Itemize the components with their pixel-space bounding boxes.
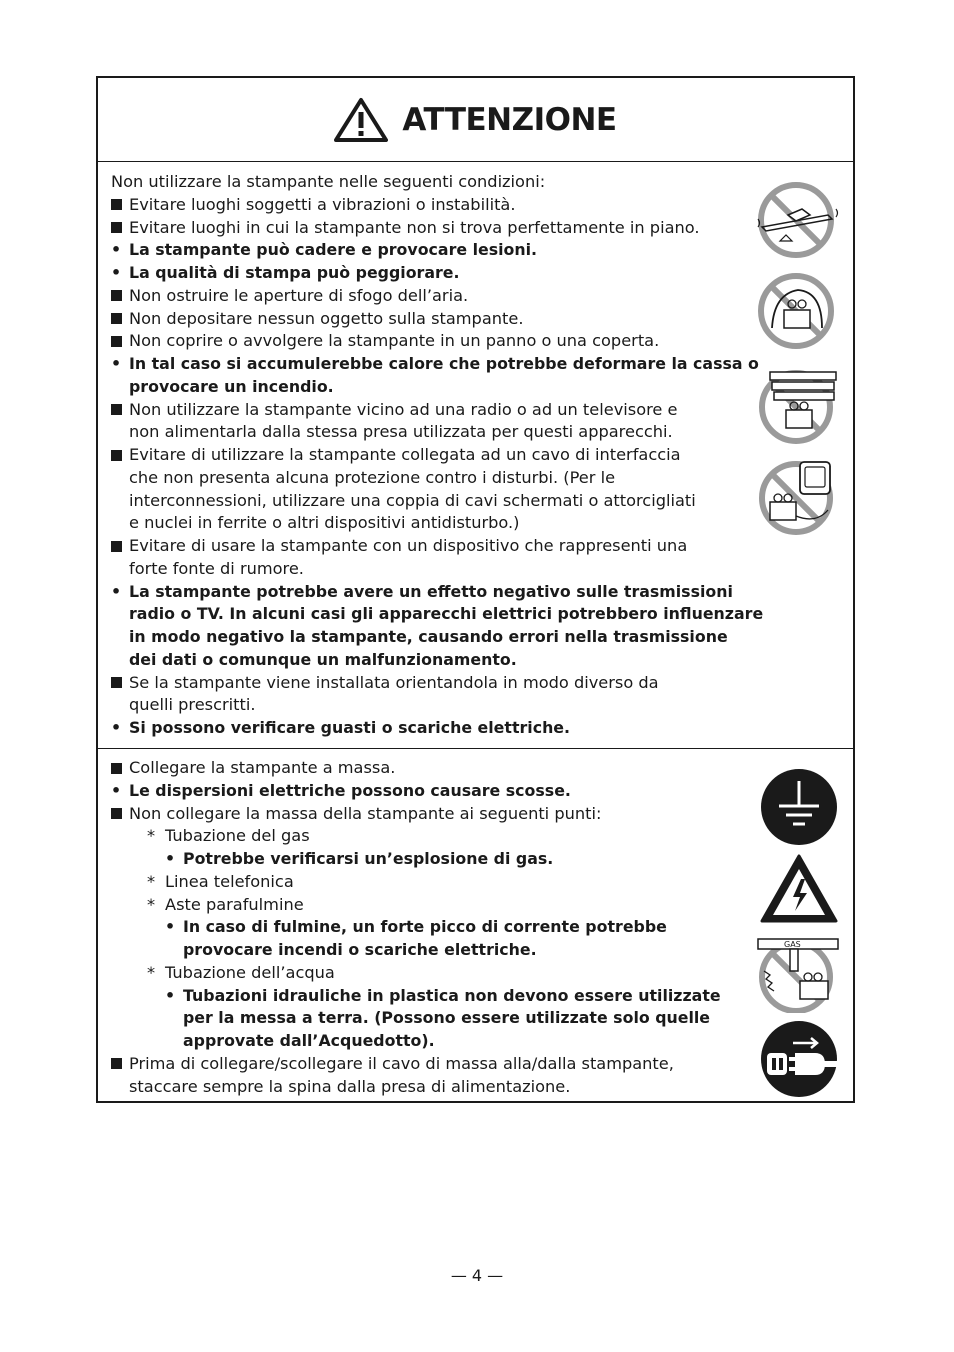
line-text: radio o TV. In alcuni casi gli apparecchi elettrici potrebbero influenzare <box>129 604 764 624</box>
line-text: Evitare di usare la stampante con un dispositivo che rappresenti una <box>129 536 688 555</box>
line-text: Aste parafulmine <box>165 894 304 914</box>
text-line <box>111 962 751 985</box>
text-line <box>111 399 751 422</box>
line-text: Non depositare nessun oggetto sulla stampante. <box>129 308 524 328</box>
line-text: Non utilizzare la stampante nelle seguenti condizioni: <box>111 172 546 191</box>
square-bullet-icon <box>111 399 129 422</box>
dot-bullet-icon: • <box>165 917 176 937</box>
text-line <box>111 1053 751 1076</box>
asterisk-bullet-icon: * <box>147 962 156 982</box>
line-text: non alimentarla dalla stessa presa utilizzata per questi apparecchi. <box>129 422 673 442</box>
text-line <box>111 825 751 848</box>
text-line <box>111 535 751 558</box>
text-line <box>111 308 751 331</box>
no-cover-icon <box>756 270 840 352</box>
line-text: In tal caso si accumulerebbe calore che potrebbe deformare la cassa o <box>129 354 759 373</box>
line-text: Tubazione del gas <box>165 826 310 846</box>
square-bullet-icon <box>111 330 129 353</box>
text-line <box>111 939 751 962</box>
no-objects-on-top-icon <box>756 362 840 444</box>
line-text: Non coprire o avvolgere la stampante in un panno o una coperta. <box>129 331 660 351</box>
text-line <box>111 285 751 308</box>
line-text: approvate dall’Acquedotto). <box>183 1031 435 1050</box>
caution-box <box>96 76 855 1103</box>
line-text: Tubazioni idrauliche in plastica non devono essere utilizzate <box>183 985 721 1005</box>
no-gas-pipe-ground-icon <box>756 931 840 1013</box>
text-line <box>111 871 751 894</box>
text-line <box>111 1030 751 1053</box>
line-text: La stampante potrebbe avere un effetto negativo sulle trasmissioni <box>129 581 733 601</box>
dot-bullet-icon: • <box>165 849 176 868</box>
page-number: — 4 — <box>450 1266 504 1285</box>
dot-bullet-icon: • <box>165 985 176 1005</box>
square-bullet-icon <box>111 803 129 826</box>
line-text: quelli prescritti. <box>129 695 256 715</box>
dot-bullet-icon: • <box>111 354 122 373</box>
square-bullet-icon <box>111 672 129 695</box>
line-text: Linea telefonica <box>165 871 294 891</box>
line-text: Collegare la stampante a massa. <box>129 758 396 777</box>
asterisk-bullet-icon: * <box>147 826 156 846</box>
line-text: staccare sempre la spina dalla presa di alimentazione. <box>129 1076 571 1096</box>
line-text: Non utilizzare la stampante vicino ad una radio o ad un televisore e <box>129 399 678 419</box>
text-line <box>111 603 764 626</box>
text-line <box>111 262 751 285</box>
line-text: Tubazione dell’acqua <box>165 962 335 982</box>
line-text: La stampante può cadere e provocare lesioni. <box>129 240 538 260</box>
square-bullet-icon <box>111 1053 129 1076</box>
line-text: Si possono verificare guasti o scariche elettriche. <box>129 718 571 737</box>
square-bullet-icon <box>111 285 129 308</box>
line-text: Se la stampante viene installata orientandola in modo diverso da <box>129 672 659 692</box>
section-conditions <box>98 162 853 749</box>
square-bullet-icon <box>111 308 129 331</box>
text-line <box>111 803 751 826</box>
line-text: e nuclei in ferrite o altri dispositivi antidisturbo.) <box>129 513 520 533</box>
warning-triangle-icon <box>334 97 388 143</box>
text-line <box>111 894 751 917</box>
dot-bullet-icon: • <box>111 263 122 282</box>
no-tv-nearby-icon <box>756 454 840 536</box>
line-text: provocare un incendio. <box>129 376 334 396</box>
caution-title: ATTENZIONE <box>402 101 617 138</box>
text-line <box>111 217 751 240</box>
text-line <box>111 626 751 649</box>
text-line <box>111 467 751 490</box>
square-bullet-icon <box>111 757 129 780</box>
asterisk-bullet-icon: * <box>147 871 156 891</box>
text-line <box>111 757 751 780</box>
text-line <box>111 581 751 604</box>
line-text: Non ostruire le aperture di sfogo dell’aria. <box>129 285 469 305</box>
caution-header <box>98 78 853 162</box>
no-unstable-surface-icon <box>756 179 840 261</box>
text-line <box>111 353 759 376</box>
text-line <box>111 649 751 672</box>
text-line <box>111 512 751 535</box>
text-line <box>111 194 751 217</box>
text-line <box>111 717 751 740</box>
text-line <box>111 780 751 803</box>
line-text: provocare incendi o scariche elettriche. <box>183 940 537 959</box>
text-line <box>111 1076 751 1099</box>
line-text: In caso di fulmine, un forte picco di corrente potrebbe <box>183 917 667 937</box>
text-line <box>111 421 751 444</box>
text-line <box>111 490 751 513</box>
square-bullet-icon <box>111 535 129 558</box>
line-text: Evitare luoghi in cui la stampante non si trova perfettamente in piano. <box>129 217 700 237</box>
section-grounding <box>98 749 853 1103</box>
line-text: interconnessioni, utilizzare una coppia di cavi schermati o attorcigliati <box>129 490 696 510</box>
square-bullet-icon <box>111 444 129 467</box>
dot-bullet-icon: • <box>111 240 122 260</box>
line-text: per la messa a terra. (Possono essere utilizzate solo quelle <box>183 1008 711 1028</box>
dot-bullet-icon: • <box>111 581 122 601</box>
text-line <box>111 239 751 262</box>
line-text: che non presenta alcuna protezione contro i disturbi. (Per le <box>129 467 616 487</box>
dot-bullet-icon: • <box>111 780 122 800</box>
text-line <box>111 171 751 194</box>
text-line <box>111 444 751 467</box>
text-line <box>111 672 751 695</box>
text-line <box>111 694 751 717</box>
dot-bullet-icon: • <box>111 718 122 737</box>
text-line <box>111 330 751 353</box>
conditions-list <box>111 171 764 740</box>
line-text: dei dati o comunque un malfunzionamento. <box>129 649 517 669</box>
electric-shock-warning-icon <box>759 853 839 925</box>
unplug-icon <box>759 1019 839 1099</box>
text-line <box>111 916 751 939</box>
line-text: in modo negativo la stampante, causando errori nella trasmissione <box>129 627 728 646</box>
line-text: Potrebbe verificarsi un’esplosione di gas. <box>183 849 554 868</box>
text-line <box>111 376 751 399</box>
square-bullet-icon <box>111 194 129 217</box>
asterisk-bullet-icon: * <box>147 894 156 914</box>
line-text: Evitare luoghi soggetti a vibrazioni o instabilità. <box>129 194 516 214</box>
ground-icon <box>759 767 839 847</box>
line-text: Prima di collegare/scollegare il cavo di massa alla/dalla stampante, <box>129 1053 674 1073</box>
text-line <box>111 558 751 581</box>
line-text: Non collegare la massa della stampante ai seguenti punti: <box>129 803 602 823</box>
line-text: Le dispersioni elettriche possono causare scosse. <box>129 780 571 800</box>
line-text: forte fonte di rumore. <box>129 558 304 578</box>
line-text: Evitare di utilizzare la stampante collegata ad un cavo di interfaccia <box>129 445 681 464</box>
text-line <box>111 985 751 1008</box>
text-line <box>111 1007 751 1030</box>
line-text: La qualità di stampa può peggiorare. <box>129 263 460 282</box>
gas-label: GAS <box>784 940 801 949</box>
text-line <box>111 848 751 871</box>
grounding-list <box>111 757 751 1098</box>
square-bullet-icon <box>111 217 129 240</box>
